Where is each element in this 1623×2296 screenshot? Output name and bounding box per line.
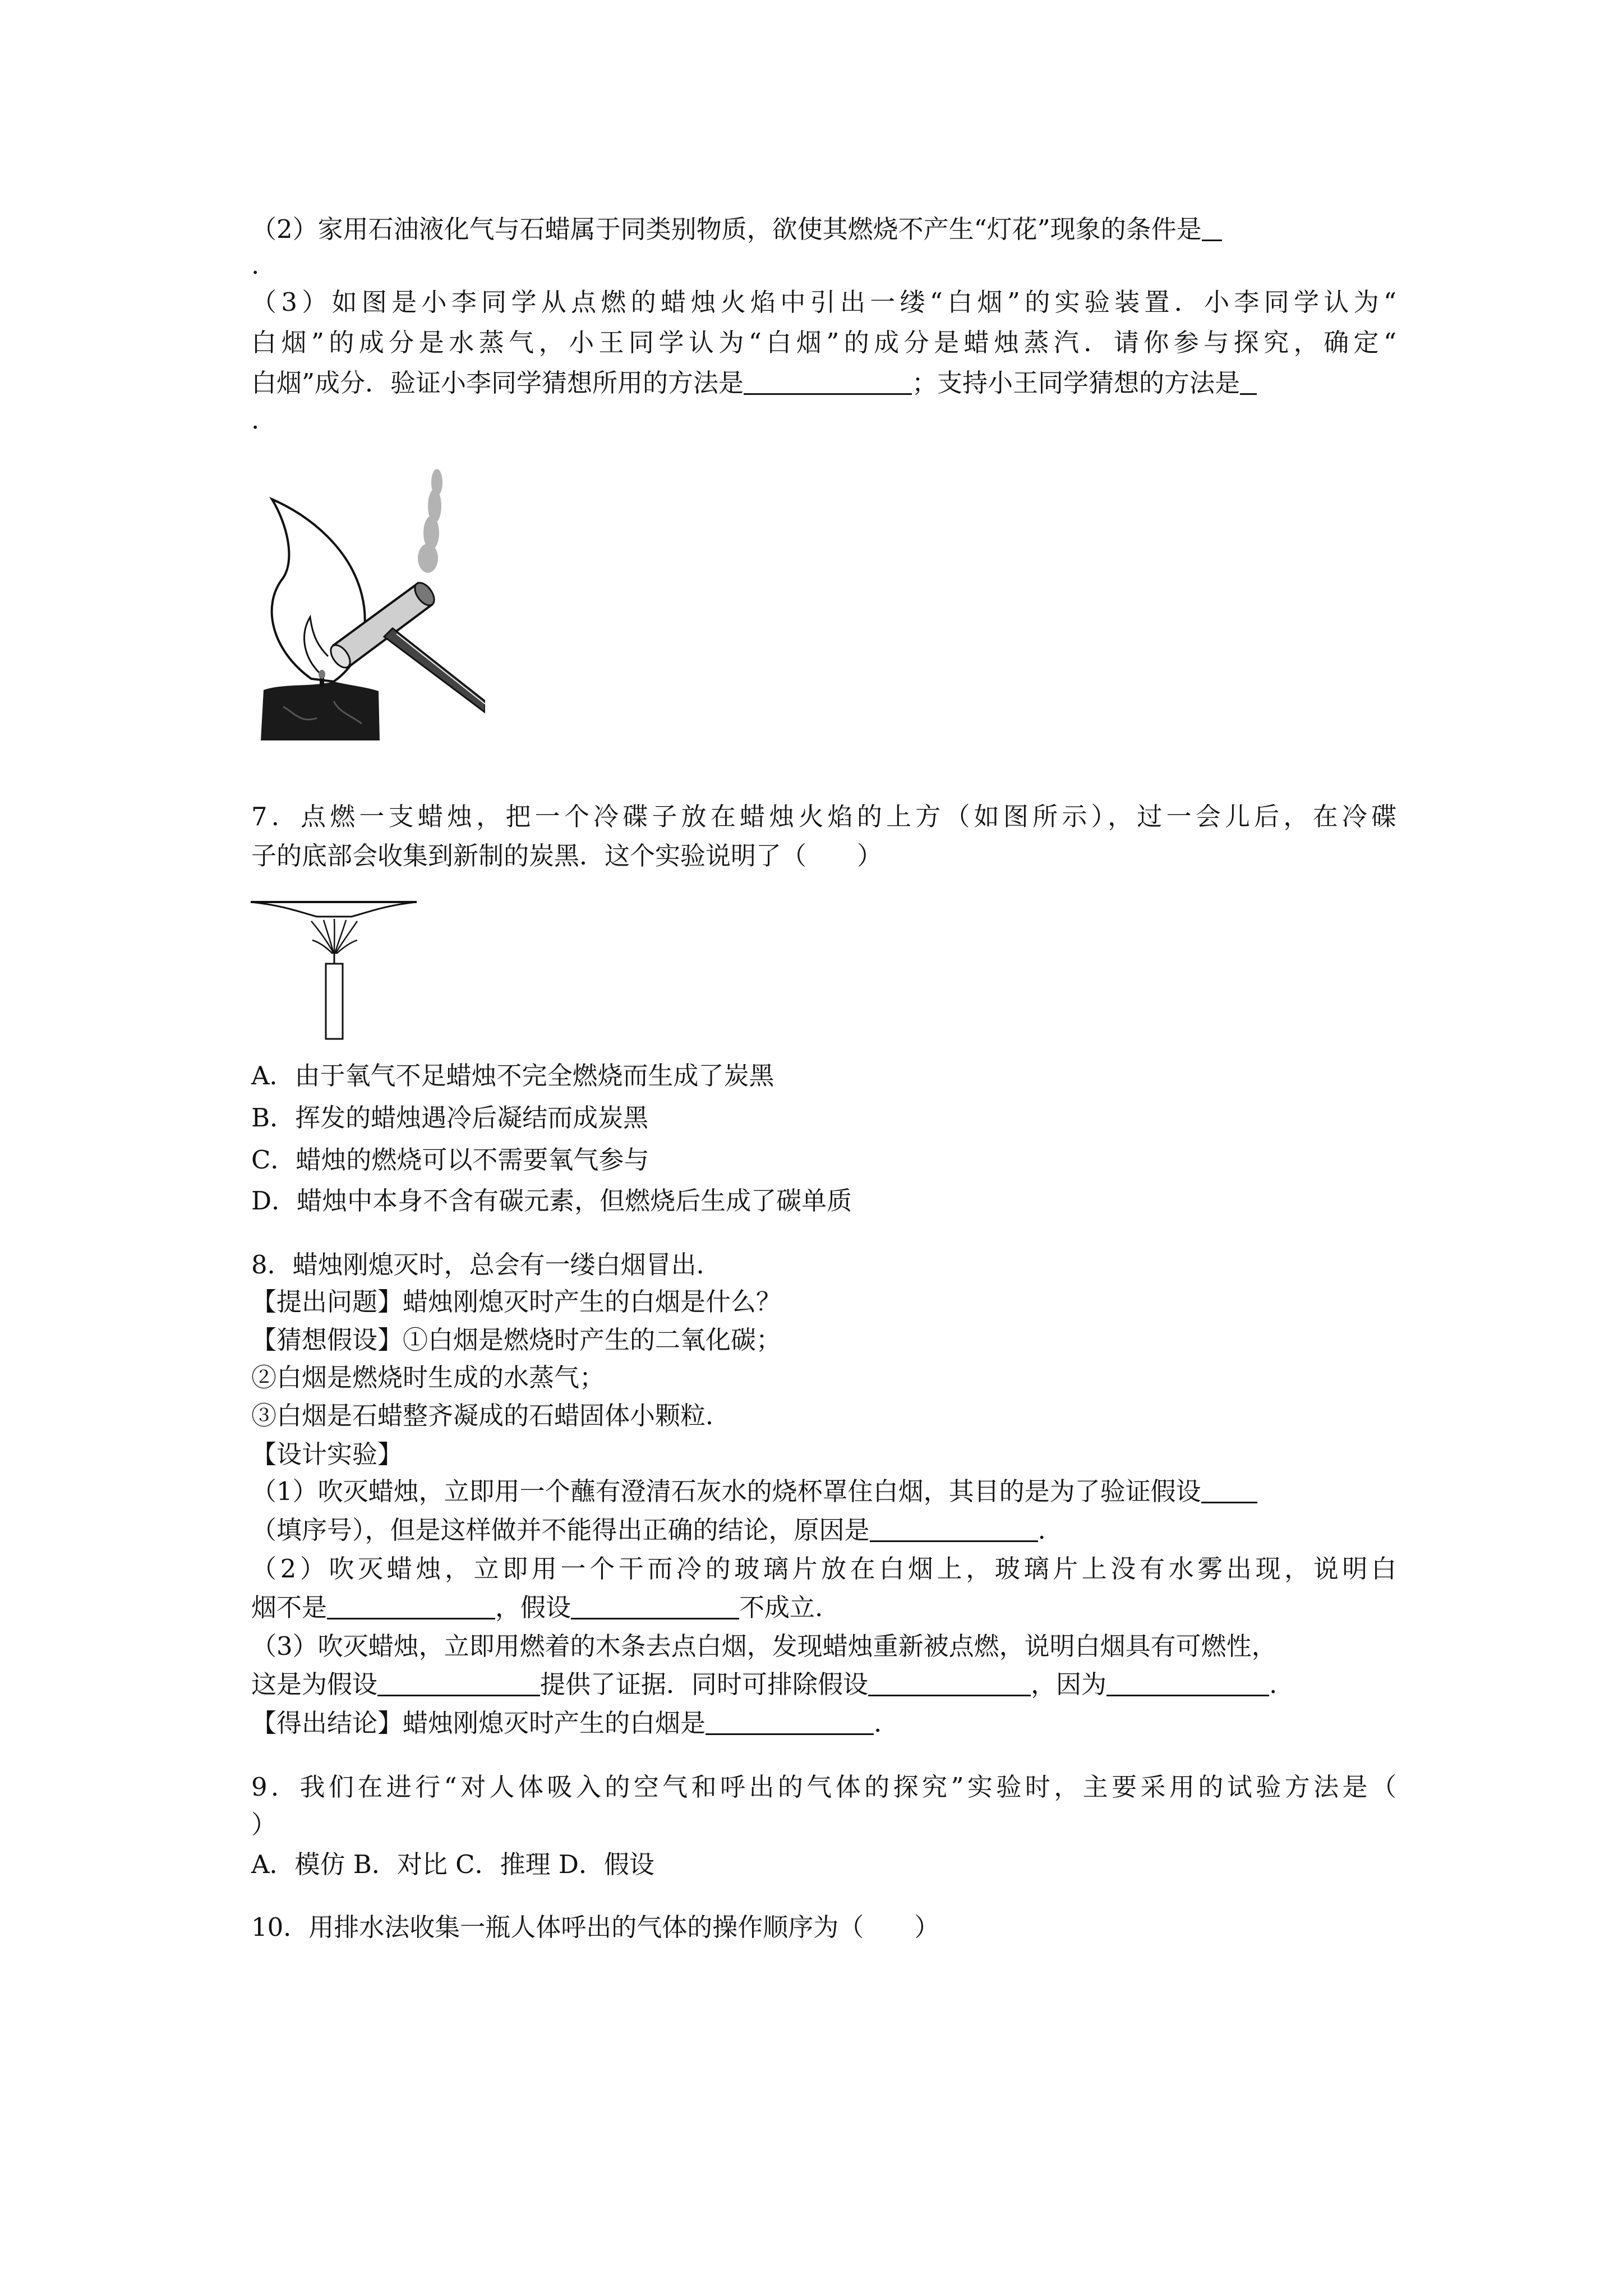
q8-part2-line1: （2）吹灭蜡烛，立即用一个干而冷的玻璃片放在白烟上，玻璃片上没有水雾出现，说明白 — [251, 1554, 1396, 1584]
blank[interactable] — [1240, 367, 1257, 395]
q8-hypothesis-2: ②白烟是燃烧时生成的水蒸气； — [251, 1363, 605, 1392]
flame-icon — [311, 919, 357, 954]
q7-option-d[interactable]: D．蜡烛中本身不含有碳元素，但燃烧后生成了碳单质 — [251, 1186, 852, 1216]
q7-line1: 7．点燃一支蜡烛，把一个冷碟子放在蜡烛火焰的上方（如图所示），过一会儿后，在冷碟 — [251, 802, 1396, 831]
blank[interactable] — [1201, 1476, 1257, 1503]
candle-icon — [261, 682, 380, 740]
q8-intro: 8．蜡烛刚熄灭时，总会有一缕白烟冒出． — [251, 1250, 722, 1280]
q8-hypothesis-1: 【猜想假设】①白烟是燃烧时产生的二氧化碳； — [251, 1325, 782, 1355]
candle-tube-figure — [250, 466, 485, 740]
blank[interactable] — [1202, 214, 1222, 241]
blank[interactable] — [1106, 1669, 1269, 1696]
candle-icon — [326, 964, 343, 1039]
q9-line2: ） — [251, 1810, 277, 1839]
blank[interactable] — [868, 1669, 1031, 1696]
q8-part2-line2: 烟不是 ，假设 不成立. — [251, 1593, 823, 1622]
q6-part2-line1: （2）家用石油液化气与石蜡属于同类别物质，欲使其燃烧不产生“灯花”现象的条件是 — [251, 212, 1396, 247]
q8-part1-line1: （1）吹灭蜡烛，立即用一个蘸有澄清石灰水的烧杯罩住白烟，其目的是为了验证假设 — [251, 1474, 1396, 1509]
cold-plate-figure — [250, 898, 418, 1043]
q6-part3-line3: 白烟”成分．验证小李同学猜想所用的方法是 ；支持小王同学猜想的方法是 — [251, 366, 1396, 401]
tongs-icon — [384, 628, 485, 712]
plate-icon — [251, 902, 417, 917]
blank[interactable] — [571, 1592, 739, 1619]
q7-line2: 子的底部会收集到新制的炭黑．这个实验说明了（ ） — [251, 841, 883, 871]
q8-part1-line2: （填序号），但是这样做并不能得出正确的结论，原因是 . — [251, 1515, 1046, 1545]
q7-option-b[interactable]: B．挥发的蜡烛遇冷后凝结而成炭黑 — [251, 1103, 649, 1133]
q8-conclusion: 【得出结论】蜡烛刚熄灭时产生的白烟是 . — [251, 1708, 882, 1738]
q10-line1: 10．用排水法收集一瓶人体呼出的气体的操作顺序为（ ） — [251, 1912, 940, 1942]
blank[interactable] — [377, 1669, 540, 1696]
q8-design-heading: 【设计实验】 — [251, 1439, 403, 1469]
blank[interactable] — [870, 1515, 1038, 1542]
q8-part3-line2: 这是为假设 提供了证据．同时可排除假设 ，因为 . — [251, 1669, 1278, 1699]
blank[interactable] — [744, 367, 912, 395]
q8-problem: 【提出问题】蜡烛刚熄灭时产生的白烟是什么？ — [251, 1287, 782, 1317]
q9-line1: 9．我们在进行“对人体吸入的空气和呼出的气体的探究”实验时，主要采用的试验方法是（ — [251, 1772, 1396, 1802]
q6-part3-line1: （3）如图是小李同学从点燃的蜡烛火焰中引出一缕“白烟”的实验装置．小李同学认为“ — [251, 287, 1396, 317]
blank[interactable] — [327, 1592, 495, 1619]
q8-part3-line1: （3）吹灭蜡烛，立即用燃着的木条去点白烟，发现蜡烛重新被点燃，说明白烟具有可燃性， — [251, 1631, 1277, 1661]
smoke-icon — [418, 469, 442, 573]
q9-options[interactable]: A．模仿 B．对比 C．推理 D．假设 — [251, 1849, 654, 1879]
blank[interactable] — [706, 1708, 874, 1735]
q7-option-a[interactable]: A．由于氧气不足蜡烛不完全燃烧而生成了炭黑 — [251, 1061, 774, 1091]
q6-part2-line2: . — [251, 250, 260, 280]
q6-part3-line4: . — [251, 405, 260, 435]
q7-option-c[interactable]: C．蜡烛的燃烧可以不需要氧气参与 — [251, 1145, 649, 1175]
q6-part3-line2: 白烟”的成分是水蒸气，小王同学认为“白烟”的成分是蜡烛蒸汽．请你参与探究，确定“ — [251, 328, 1396, 357]
q8-hypothesis-3: ③白烟是石蜡整齐凝成的石蜡固体小颗粒． — [251, 1401, 731, 1430]
